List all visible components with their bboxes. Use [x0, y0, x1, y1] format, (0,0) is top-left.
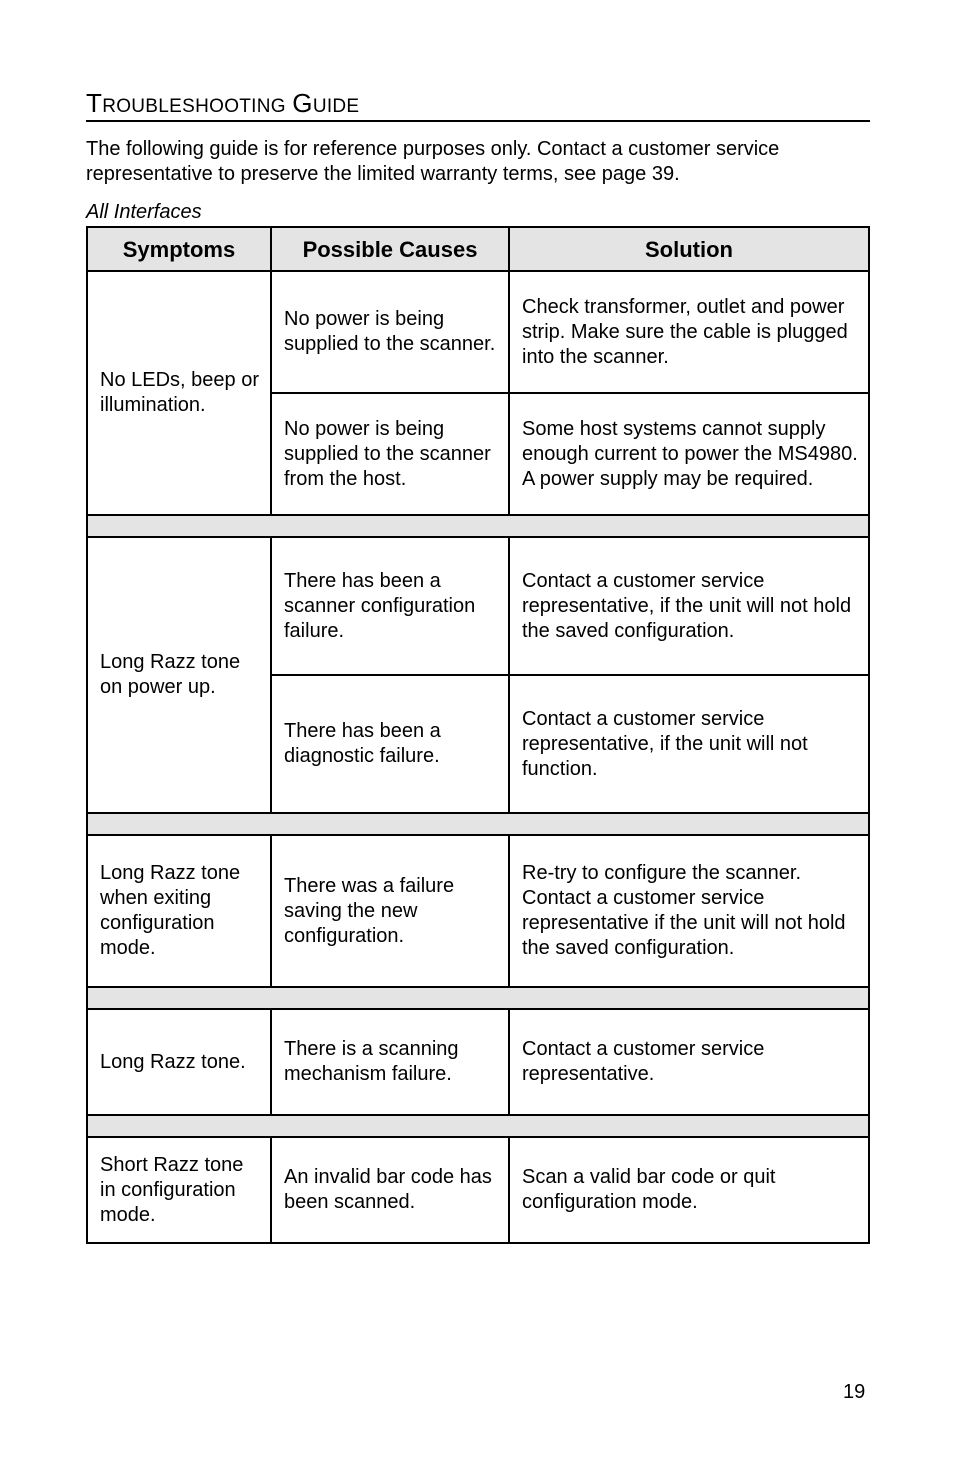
separator-row: [87, 813, 869, 835]
separator-row: [87, 1115, 869, 1137]
title-word-2: UIDE: [312, 96, 360, 117]
troubleshooting-table: [86, 226, 870, 1244]
separator-row: [87, 515, 869, 537]
symptom-cell: Long Razz tone on power up.: [87, 537, 271, 813]
separator-cell: [87, 1115, 869, 1137]
cause-cell: An invalid bar code has been scanned.: [271, 1137, 509, 1243]
cause-cell: There is a scanning mechanism failure.: [271, 1009, 509, 1115]
symptom-cell: Short Razz tone in configuration mode.: [87, 1137, 271, 1243]
solution-cell: Check transformer, outlet and power strip. Make sure the cable is plugged into the scanner.: [509, 271, 869, 393]
header-solution: Solution: [509, 227, 869, 271]
page-number: 19: [843, 1381, 866, 1403]
symptom-cell: Long Razz tone when exiting configuration mode.: [87, 835, 271, 987]
table-header-row: [87, 227, 869, 271]
solution-cell: Contact a customer service representative, if the unit will not hold the saved configuration.: [509, 537, 869, 675]
symptom-cell: Long Razz tone.: [87, 1009, 271, 1115]
solution-cell: Contact a customer service representative, if the unit will not function.: [509, 675, 869, 813]
header-symptoms: Symptoms: [87, 227, 271, 271]
separator-row: [87, 987, 869, 1009]
cause-cell: There has been a scanner configuration failure.: [271, 537, 509, 675]
table-row: [87, 835, 869, 987]
solution-cell: Some host systems cannot supply enough current to power the MS4980. A power supply may be required.: [509, 393, 869, 515]
intro-paragraph: The following guide is for reference purposes only. Contact a customer service representative to preserve the limited warranty terms, see page 39.: [86, 138, 780, 185]
title-initial-2: G: [292, 88, 313, 118]
separator-cell: [87, 987, 869, 1009]
section-subheading: All Interfaces: [86, 201, 202, 223]
symptom-cell: No LEDs, beep or illumination.: [87, 271, 271, 515]
title-initial-1: T: [86, 88, 103, 118]
separator-cell: [87, 515, 869, 537]
table-row: [87, 537, 869, 675]
solution-cell: Scan a valid bar code or quit configuration mode.: [509, 1137, 869, 1243]
header-possible-causes: Possible Causes: [271, 227, 509, 271]
separator-cell: [87, 813, 869, 835]
page-title: [86, 88, 870, 122]
cause-cell: There was a failure saving the new configuration.: [271, 835, 509, 987]
table-row: [87, 271, 869, 393]
title-word-1: ROUBLESHOOTING: [102, 96, 286, 117]
solution-cell: Re-try to configure the scanner. Contact a customer service representative if the unit will not hold the saved configuration.: [509, 835, 869, 987]
cause-cell: No power is being supplied to the scanner.: [271, 271, 509, 393]
table-row: [87, 1137, 869, 1243]
solution-cell: Contact a customer service representative.: [509, 1009, 869, 1115]
table-row: [87, 1009, 869, 1115]
cause-cell: No power is being supplied to the scanner from the host.: [271, 393, 509, 515]
cause-cell: There has been a diagnostic failure.: [271, 675, 509, 813]
